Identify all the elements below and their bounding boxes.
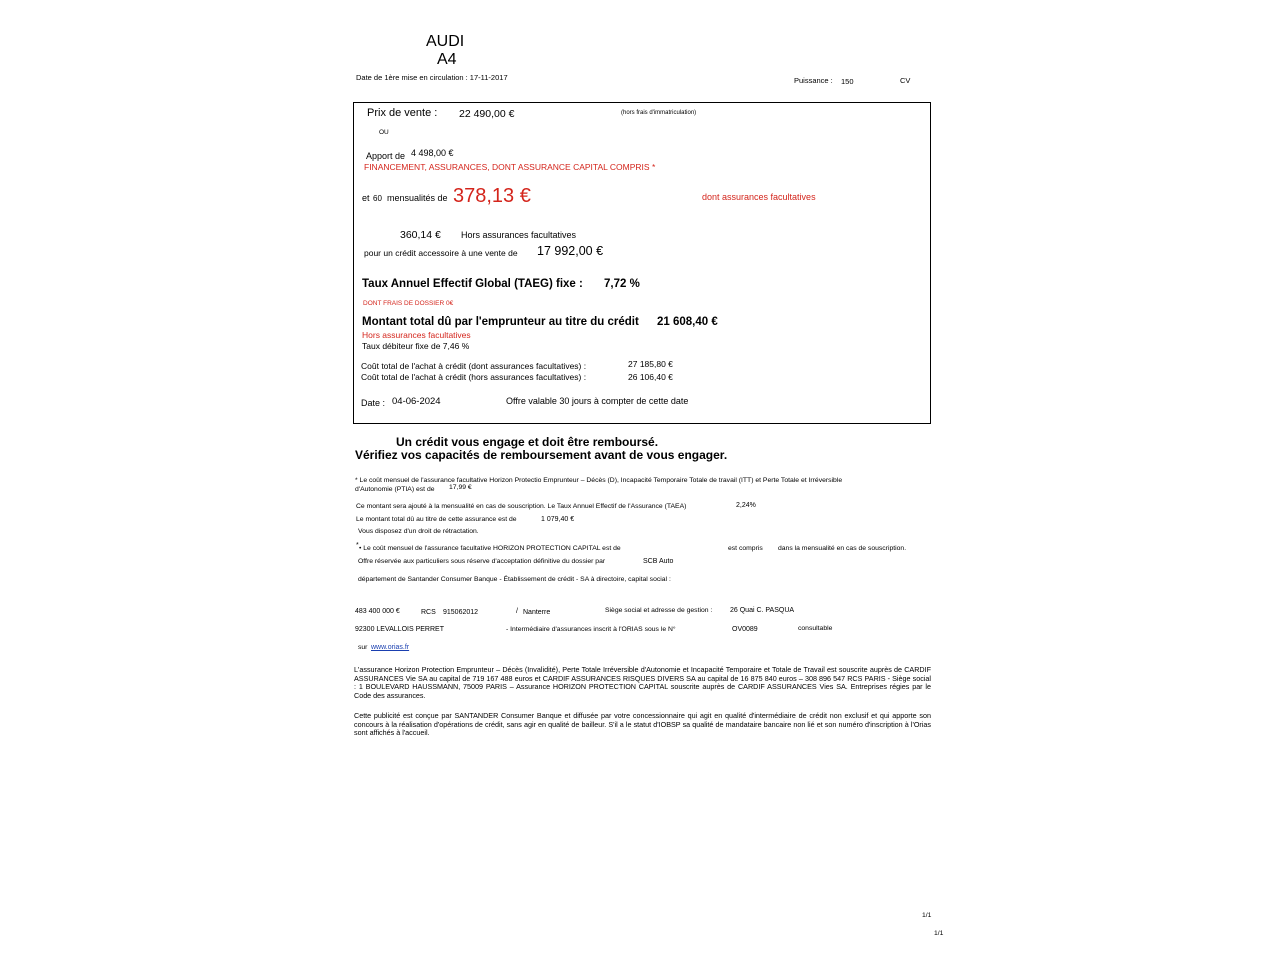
price-note: (hors frais d'immatriculation) bbox=[621, 110, 697, 116]
ins2-label: Ce montant sera ajouté à la mensualité en cas de souscription. Le Taux Annuel Effectif de l'Assurance (TAEA) bbox=[356, 503, 687, 510]
financing-note: FINANCEMENT, ASSURANCES, DONT ASSURANCE CAPITAL COMPRIS * bbox=[364, 162, 656, 172]
credit-label: pour un crédit accessoire à une vente de bbox=[364, 248, 518, 258]
ins3-label: Le montant total dû au titre de cette assurance est de bbox=[356, 516, 517, 523]
warning-line2: Vérifiez vos capacités de remboursement avant de vous engager. bbox=[355, 448, 728, 462]
date-value: 04-06-2024 bbox=[392, 396, 441, 407]
monthly-excl-label: Hors assurances facultatives bbox=[461, 230, 577, 240]
power-unit: CV bbox=[900, 76, 911, 85]
vehicle-make: AUDI bbox=[426, 33, 465, 50]
monthly-count: 60 bbox=[373, 194, 382, 203]
ins1-line-a: * Le coût mensuel de l'assurance facultative Horizon Protectio Emprunteur – Décès (D), Incapacité Temporaire Totale de travail (ITT) et Perte Totale et Irréversible bbox=[355, 477, 843, 484]
credit-value: 17 992,00 € bbox=[537, 244, 604, 258]
monthly-value: 378,13 € bbox=[453, 185, 531, 207]
department: département de Santander Consumer Banque - Établissement de crédit - SA à directoire, capital social : bbox=[358, 576, 671, 583]
fees-note: DONT FRAIS DE DOSSIER 0€ bbox=[363, 300, 454, 307]
postal-address: 92300 LEVALLOIS PERRET bbox=[355, 626, 444, 633]
seat-label: Siège social et adresse de gestion : bbox=[605, 607, 713, 614]
power-value: 150 bbox=[841, 77, 854, 86]
ins2-value: 2,24% bbox=[736, 502, 756, 509]
date-label: Date : bbox=[361, 398, 386, 408]
monthly-prefix: et bbox=[362, 193, 370, 203]
validity: Offre valable 30 jours à compter de cette date bbox=[506, 396, 689, 406]
vehicle-model: A4 bbox=[437, 51, 457, 68]
down-payment-label: Apport de bbox=[366, 151, 406, 161]
cap-note: dans la mensualité en cas de souscription. bbox=[778, 545, 907, 552]
page-number-2: 1/1 bbox=[934, 930, 944, 937]
monthly-excl-value: 360,14 € bbox=[400, 229, 441, 241]
cost-incl-label: Coût total de l'achat à crédit (dont assurances facultatives) : bbox=[361, 361, 587, 371]
orias-label: - Intermédiaire d'assurances inscrit à l'ORIAS sous le N° bbox=[506, 626, 676, 633]
slash: / bbox=[516, 608, 518, 615]
total-due-note: Hors assurances facultatives bbox=[362, 330, 471, 340]
capital: 483 400 000 € bbox=[355, 608, 400, 615]
monthly-insurance-note: dont assurances facultatives bbox=[702, 192, 816, 202]
price-label: Prix de vente : bbox=[367, 107, 438, 119]
rcs-label: RCS bbox=[421, 609, 436, 616]
ins3-value: 1 079,40 € bbox=[541, 516, 575, 523]
reserve-label: Offre réservée aux particuliers sous réserve d'acceptation définitive du dossier par bbox=[358, 558, 606, 565]
cost-incl-value: 27 185,80 € bbox=[628, 359, 673, 369]
publicity-paragraph: Cette publicité est conçue par SANTANDER Consumer Banque et diffusée par votre concessionnaire qui agit en qualité d'intermédiaire de crédit non exclusif et qui apporte son concours à la réalisation d'opérations de crédit, sans agir en qualité de bailleur. S'il a le statut d'IOBSP sa qualité de mandataire bancaire non lié et son numéro d'inscription à l'Orias sont affichés à l'accueil. bbox=[354, 711, 931, 738]
power-label: Puissance : bbox=[794, 76, 833, 85]
ins4: Vous disposez d'un droit de rétractation. bbox=[358, 528, 479, 535]
debit-rate: Taux débiteur fixe de 7,46 % bbox=[362, 341, 470, 351]
down-payment-value: 4 498,00 € bbox=[411, 148, 454, 158]
ins1-value: 17,99 € bbox=[449, 484, 472, 491]
orias-link[interactable]: www.orias.fr bbox=[371, 644, 410, 651]
seat-value: 26 Quai C. PASQUA bbox=[730, 607, 795, 614]
warning-line1: Un crédit vous engage et doit être remboursé. bbox=[396, 435, 659, 449]
first-registration: Date de 1ère mise en circulation : 17-11-2017 bbox=[356, 73, 508, 82]
insurance-paragraph: L'assurance Horizon Protection Emprunteur – Décès (Invalidité), Perte Totale Irréversible d'Autonomie et Incapacité Temporaire et Totale de Travail est souscrite auprès de CARDIF ASSURANCES Vie SA au capital de 719 167 488 euros et CARDIF ASSURANCES RISQUES DIVERS SA au capital de 16 875 840 euros – 308 896 547 RCS PARIS - Siège social : 1 BOULEVARD HAUSSMANN, 75009 PARIS – Assurance HORIZON PROTECTION CAPITAL souscrite auprès de CARDIF ASSURANCES Vies SA. Entreprises régies par le Code des assurances. bbox=[354, 665, 931, 700]
cap-label: • Le coût mensuel de l'assurance facultative HORIZON PROTECTION CAPITAL est de bbox=[359, 545, 621, 552]
page-number-1: 1/1 bbox=[922, 912, 932, 919]
monthly-label: mensualités de bbox=[387, 193, 448, 203]
consultable: consultable bbox=[798, 625, 833, 632]
ins1-line-b: d'Autonomie (PTIA) est de bbox=[355, 486, 435, 493]
orias-value: OV0089 bbox=[732, 626, 758, 633]
cost-excl-value: 26 106,40 € bbox=[628, 372, 673, 382]
taeg-label: Taux Annuel Effectif Global (TAEG) fixe : bbox=[362, 278, 583, 290]
taeg-value: 7,72 % bbox=[604, 278, 640, 290]
total-due-value: 21 608,40 € bbox=[657, 316, 718, 328]
rcs-value: 915062012 bbox=[443, 609, 479, 616]
cap-included: est compris bbox=[728, 545, 763, 552]
price-value: 22 490,00 € bbox=[459, 108, 515, 120]
city: Nanterre bbox=[523, 609, 551, 616]
reserve-value: SCB Auto bbox=[643, 558, 674, 565]
total-due-label: Montant total dû par l'emprunteur au titre du crédit bbox=[362, 316, 639, 328]
cap-star: * bbox=[356, 542, 359, 549]
or-label: OU bbox=[379, 129, 389, 136]
sur-label: sur bbox=[358, 644, 368, 651]
cost-excl-label: Coût total de l'achat à crédit (hors assurances facultatives) : bbox=[361, 372, 587, 382]
